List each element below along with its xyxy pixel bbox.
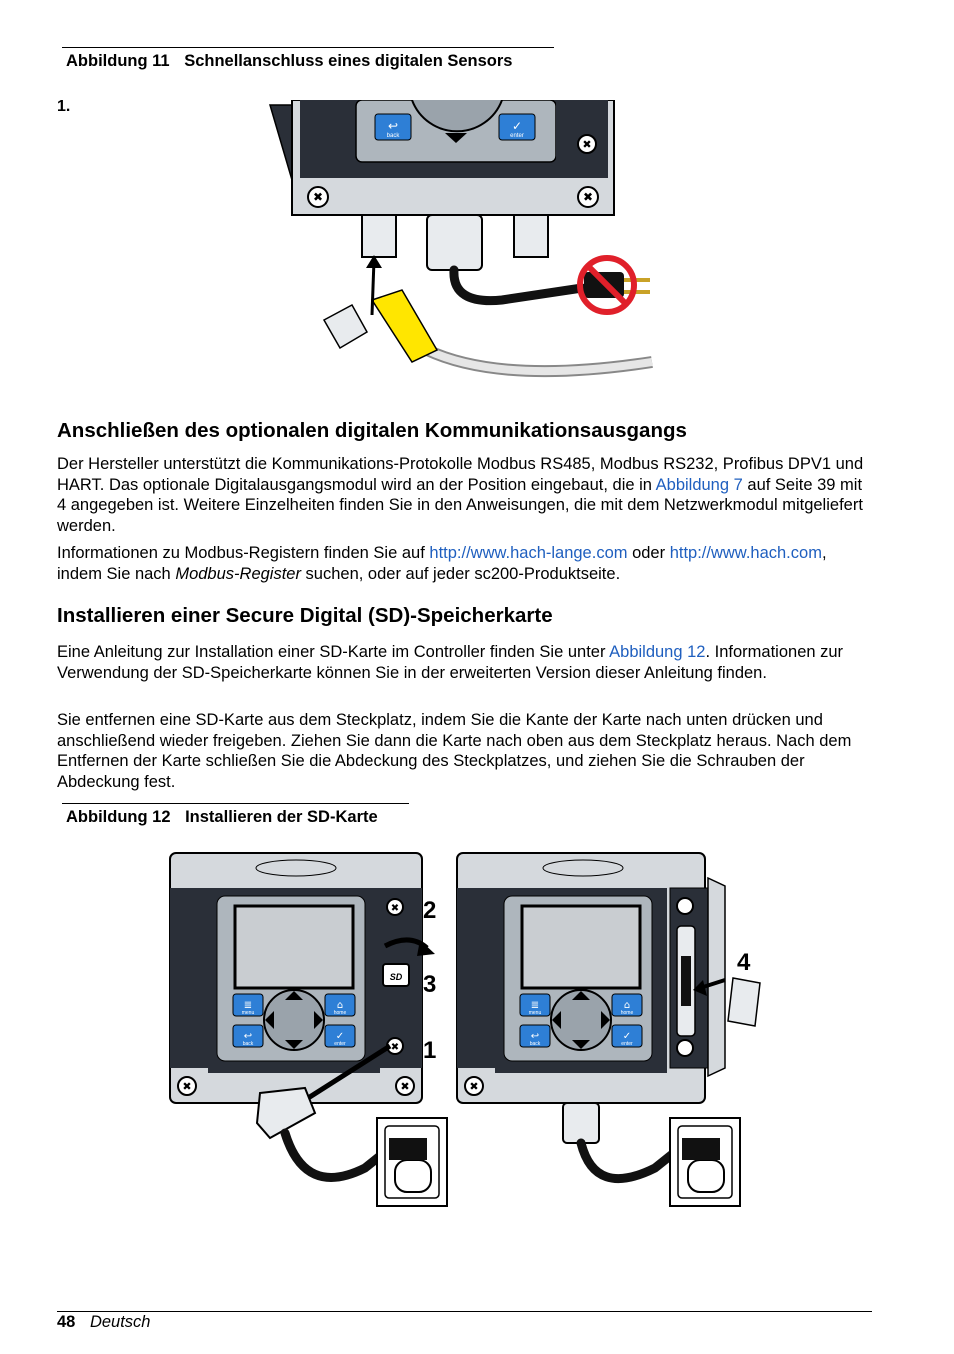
svg-text:✖: ✖ [469,1080,479,1093]
home-icon: ⌂ [336,1000,344,1011]
footer-rule [57,1311,872,1312]
back-arrow-icon: ↩ [387,119,399,133]
display-screen-left [235,906,353,988]
text: Der Hersteller unterstützt die Kommunikations-Protokolle Modbus RS485, Modbus RS232, Profibus DPV1 und HART. Das optionale Digitalausgangsmodul wird an der Position eingebaut, die in [57,455,864,494]
link-hach-lange[interactable]: http://www.hach-lange.com [429,544,628,562]
link-abbildung-12[interactable]: Abbildung 12 [609,643,706,661]
fig11-step-number: 1. [57,98,71,115]
page-number: 48 [57,1313,76,1331]
display-screen-right [522,906,640,988]
fig11-caption [66,52,512,71]
paragraph-sd-intro [57,642,869,683]
fig11-caption-title: Schnellanschluss eines digitalen Sensors [184,52,513,70]
check-icon: ✓ [335,1031,345,1042]
cable-gland [514,215,548,257]
home-button-label: home [333,1010,347,1016]
svg-text:✖: ✖ [182,1080,192,1093]
text: Informationen zu Modbus-Registern finden Sie auf [57,544,430,562]
fig12-caption-title: Installieren der SD-Karte [185,808,378,826]
back-button-label: back [242,1041,254,1047]
back-arrow-icon: ↩ [243,1031,253,1042]
sd-card [728,978,760,1026]
insert-arrow-icon [372,260,374,315]
footer-language: Deutsch [89,1313,151,1331]
paragraph-modbus [57,543,869,584]
cable-gland [362,215,396,257]
text: auf Seite 39 mit 4 angegeben ist. Weitere Einzelheiten finden Sie in den Anweisungen, die mit dem Netzwerkmodul mitgeliefert werden. [57,475,863,535]
check-icon: ✓ [511,119,523,133]
power-cable [454,270,582,301]
menu-button-label: menu [241,1010,255,1016]
menu-icon: ≣ [530,1000,540,1011]
svg-text:✖: ✖ [582,138,592,151]
svg-text:✖: ✖ [390,1042,400,1053]
svg-text:✖: ✖ [390,903,400,914]
protective-cap [324,305,367,348]
enter-button-label: enter [334,1041,346,1047]
fig11-caption-number: Abbildung 11 [66,52,170,70]
text: , indem Sie nach [57,544,827,583]
fig12-illustration [165,848,775,1208]
link-hach[interactable]: http://www.hach.com [669,544,822,562]
power-cable-left [285,1133,390,1177]
text: oder [627,544,670,562]
home-icon: ⌂ [623,1000,631,1011]
power-cable-right [581,1143,680,1179]
fig11-caption-rule [62,47,554,48]
check-icon: ✓ [622,1031,632,1042]
svg-text:✖: ✖ [312,190,324,204]
screw-icon [677,1040,693,1056]
page-footer [57,1313,150,1332]
back-button-label: back [386,133,400,139]
text: Eine Anleitung zur Installation einer SD-Karte im Controller finden Sie unter [57,643,610,661]
fig11-illustration [262,100,662,400]
home-button-label: home [620,1010,634,1016]
sensor-connector [372,290,437,362]
screw-icon [677,898,693,914]
power-plug-right [682,1138,720,1160]
svg-text:✖: ✖ [582,190,594,204]
section-heading-digital-output: Anschließen des optionalen digitalen Kommunikationsausgangs [57,419,687,442]
callout-4: 4 [737,949,751,976]
paragraph-sd-remove: Sie entfernen eine SD-Karte aus dem Steckplatz, indem Sie die Kante der Karte nach unten drücken und anschließend wieder freigeben. Ziehen Sie dann die Karte nach oben aus dem Steckplatz heraus. Nach dem Entfernen der Karte schließen Sie die Abdeckung des Steckplatzes, und ziehen Sie die Schrauben der Abdeckung fest. [57,711,852,791]
link-abbildung-7[interactable]: Abbildung 7 [655,475,743,494]
callout-3: 3 [423,971,437,998]
fig12-caption [66,808,378,827]
text: . Informationen zur Verwendung der SD-Speicherkarte können Sie in der erweiterten Version dieser Anleitung finden. [57,643,844,682]
back-arrow-icon: ↩ [530,1031,540,1042]
fig12-caption-rule [62,803,409,804]
section-heading-sd-card: Installieren einer Secure Digital (SD)-Speicherkarte [57,604,553,627]
paragraph-protocols [57,454,869,536]
menu-button-label: menu [528,1010,542,1016]
callout-1: 1 [423,1037,437,1064]
back-button-label: back [529,1041,541,1047]
svg-text:✖: ✖ [400,1080,410,1093]
menu-icon: ≣ [243,1000,253,1011]
fig12-caption-number: Abbildung 12 [66,808,171,826]
cable-gland-right [563,1103,599,1143]
sd-cover-label: SD [389,972,403,982]
callout-2: 2 [423,897,437,924]
italic-term: Modbus-Register [175,564,301,583]
text: suchen, oder auf jeder sc200-Produktseite. [300,564,621,583]
cable-gland [427,215,482,270]
enter-button-label: enter [621,1041,633,1047]
power-plug-left [389,1138,427,1160]
enter-button-label: enter [510,133,524,139]
